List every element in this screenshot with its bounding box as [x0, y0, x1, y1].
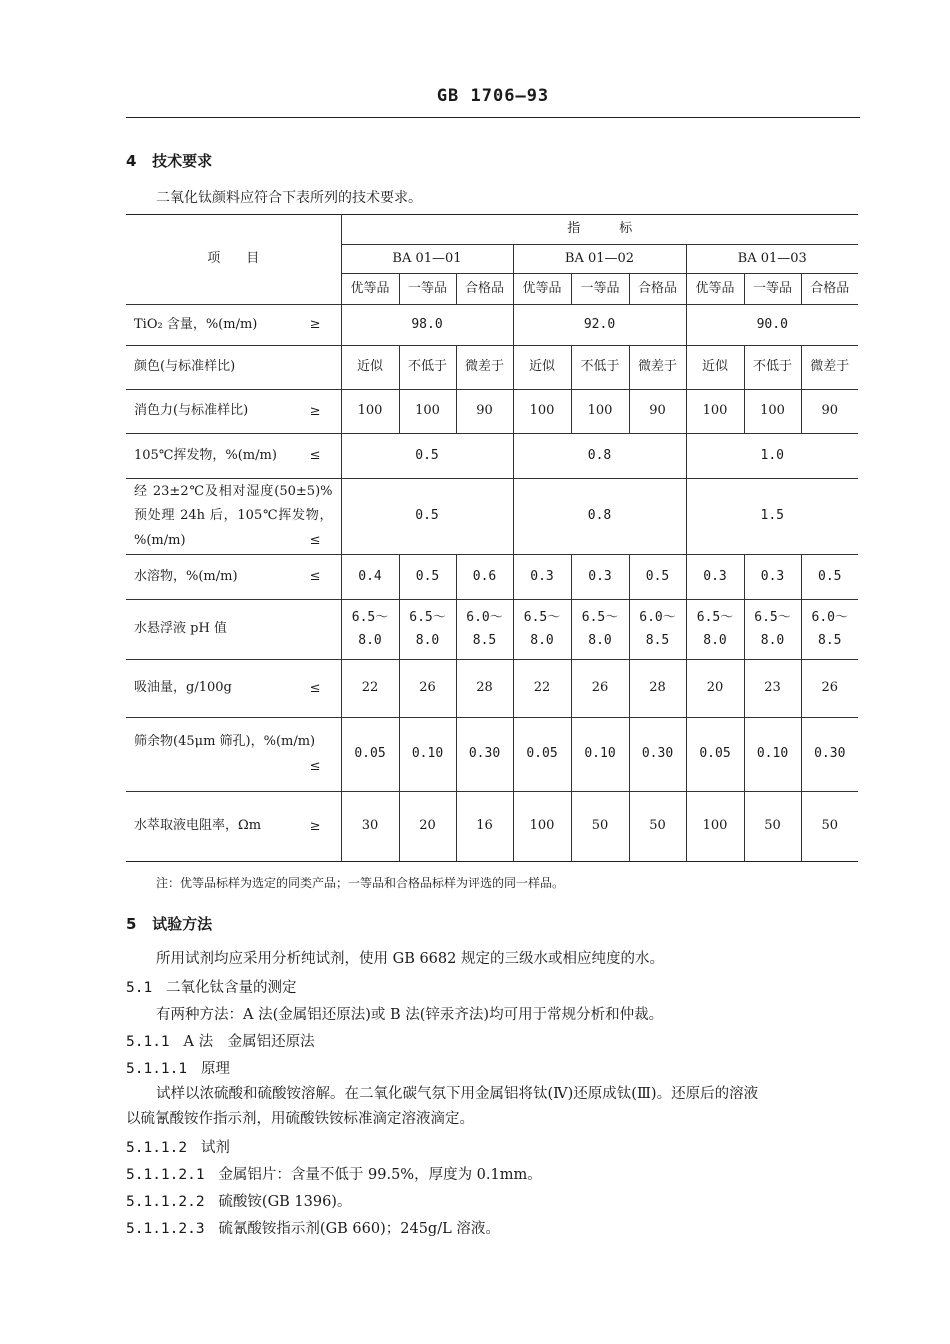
table-cell: 22	[341, 660, 399, 718]
group-header: BA 01—02	[513, 245, 686, 274]
table-cell: 6.5～8.0	[341, 600, 399, 660]
table-cell: 28	[629, 660, 686, 718]
table-cell: 微差于	[801, 346, 858, 390]
table-cell: 92.0	[513, 305, 686, 346]
row-label-text: 经 23±2℃及相对湿度(50±5)%预处理 24h 后，105℃挥发物，%(m/m)	[134, 484, 333, 548]
comparison-symbol: ≤	[309, 758, 321, 774]
table-row	[126, 479, 858, 555]
section-5-intro: 所用试剂均应采用分析纯试剂，使用 GB 6682 规定的三级水或相应纯度的水。	[156, 951, 664, 967]
table-cell: 0.10	[399, 718, 456, 792]
table-cell: 0.10	[571, 718, 629, 792]
table-cell: 6.0～8.5	[456, 600, 513, 660]
comparison-symbol: ≥	[309, 818, 321, 834]
section-4-number: 4	[126, 152, 137, 170]
row-label	[126, 390, 341, 434]
table-cell: 100	[513, 792, 571, 862]
table-cell: 50	[744, 792, 801, 862]
table-cell: 微差于	[629, 346, 686, 390]
comparison-symbol: ≤	[309, 568, 321, 584]
table-cell: 1.5	[686, 479, 858, 555]
clause-5-1-1	[126, 1030, 315, 1051]
table-cell: 100	[341, 390, 399, 434]
clause-title: 二氧化钛含量的测定	[166, 980, 297, 996]
row-label-text: 筛余物(45μm 筛孔)，%(m/m)	[134, 734, 316, 750]
table-cell: 98.0	[341, 305, 513, 346]
row-label-text: 水溶物，%(m/m)	[134, 568, 238, 584]
clause-title: A 法 金属铝还原法	[183, 1034, 315, 1050]
table-cell: 0.3	[513, 555, 571, 600]
table-cell: 0.5	[399, 555, 456, 600]
comparison-symbol: ≥	[309, 403, 321, 419]
table-cell: 30	[341, 792, 399, 862]
table-cell: 6.5～8.0	[686, 600, 744, 660]
grade-header: 优等品	[513, 274, 571, 305]
reagent-item	[126, 1163, 542, 1184]
grade-header: 一等品	[744, 274, 801, 305]
clause-number: 5.1	[126, 980, 153, 996]
table-cell: 22	[513, 660, 571, 718]
section-4-heading	[126, 150, 212, 171]
table-cell: 50	[629, 792, 686, 862]
row-label	[126, 600, 341, 660]
reagent-item	[126, 1217, 500, 1238]
section-5-heading	[126, 913, 212, 934]
table-cell: 0.8	[513, 479, 686, 555]
comparison-symbol: ≤	[309, 532, 321, 548]
clause-5-1	[126, 976, 297, 997]
table-row	[126, 390, 858, 434]
table-cell: 0.30	[629, 718, 686, 792]
table-cell: 100	[513, 390, 571, 434]
grade-header: 一等品	[571, 274, 629, 305]
table-cell: 90	[456, 390, 513, 434]
table-cell: 近似	[513, 346, 571, 390]
reagent-text: 金属铝片：含量不低于 99.5%，厚度为 0.1mm。	[218, 1167, 542, 1183]
row-label	[126, 718, 341, 792]
grade-header: 合格品	[629, 274, 686, 305]
table-cell: 0.5	[341, 434, 513, 479]
clause-title: 试剂	[200, 1140, 230, 1156]
section-5-number: 5	[126, 915, 137, 933]
grade-header: 合格品	[801, 274, 858, 305]
table-cell: 0.5	[341, 479, 513, 555]
table-cell: 0.10	[744, 718, 801, 792]
table-cell: 0.30	[801, 718, 858, 792]
table-cell: 1.0	[686, 434, 858, 479]
table-cell: 不低于	[744, 346, 801, 390]
item-header: 项 目	[126, 215, 341, 305]
table-cell: 0.8	[513, 434, 686, 479]
table-cell: 50	[801, 792, 858, 862]
grade-header: 优等品	[686, 274, 744, 305]
table-row	[126, 660, 858, 718]
comparison-symbol: ≤	[309, 680, 321, 696]
row-label	[126, 434, 341, 479]
table-cell: 26	[571, 660, 629, 718]
table-cell: 不低于	[399, 346, 456, 390]
section-4-intro: 二氧化钛颜料应符合下表所列的技术要求。	[156, 190, 422, 206]
table-cell: 6.5～8.0	[399, 600, 456, 660]
principle-line-2: 以硫氰酸铵作指示剂，用硫酸铁铵标准滴定溶液滴定。	[126, 1111, 474, 1127]
table-cell: 微差于	[456, 346, 513, 390]
table-cell: 0.3	[686, 555, 744, 600]
table-row	[126, 555, 858, 600]
clause-number: 5.1.1.2.2	[126, 1194, 205, 1210]
table-cell: 23	[744, 660, 801, 718]
clause-5-1-text: 有两种方法：A 法(金属铝还原法)或 B 法(锌汞齐法)均可用于常规分析和仲裁。	[156, 1007, 664, 1023]
group-header: BA 01—03	[686, 245, 858, 274]
table-cell: 0.4	[341, 555, 399, 600]
row-label	[126, 555, 341, 600]
table-cell: 0.5	[629, 555, 686, 600]
table-cell: 90.0	[686, 305, 858, 346]
reagent-text: 硫氰酸铵指示剂(GB 660)；245g/L 溶液。	[218, 1221, 500, 1237]
table-cell: 28	[456, 660, 513, 718]
table-cell: 近似	[341, 346, 399, 390]
table-cell: 16	[456, 792, 513, 862]
comparison-symbol: ≥	[309, 316, 321, 332]
table-row	[126, 718, 858, 792]
reagent-text: 硫酸铵(GB 1396)。	[218, 1194, 352, 1210]
grade-header: 优等品	[341, 274, 399, 305]
table-cell: 100	[686, 792, 744, 862]
comparison-symbol: ≤	[309, 447, 321, 463]
table-cell: 100	[686, 390, 744, 434]
table-row	[126, 792, 858, 862]
table-cell: 100	[571, 390, 629, 434]
table-cell: 90	[801, 390, 858, 434]
table-cell: 26	[801, 660, 858, 718]
section-5-title: 试验方法	[152, 915, 213, 933]
clause-number: 5.1.1.2	[126, 1140, 188, 1156]
technical-requirements-table	[126, 214, 858, 862]
header-rule	[126, 117, 860, 118]
table-cell: 100	[399, 390, 456, 434]
table-row	[126, 434, 858, 479]
table-cell: 0.3	[744, 555, 801, 600]
table-row	[126, 305, 858, 346]
table-cell: 0.30	[456, 718, 513, 792]
section-4-title: 技术要求	[152, 152, 213, 170]
reagent-item	[126, 1190, 351, 1211]
table-note: 注：优等品标样为选定的同类产品；一等品和合格品标样为评选的同一样品。	[156, 876, 565, 890]
clause-number: 5.1.1.1	[126, 1061, 188, 1077]
grade-header: 合格品	[456, 274, 513, 305]
table-cell: 不低于	[571, 346, 629, 390]
row-label-text: 消色力(与标准样比)	[134, 403, 249, 419]
clause-title: 原理	[200, 1061, 230, 1077]
table-row	[126, 600, 858, 660]
table-row	[126, 346, 858, 390]
row-label	[126, 305, 341, 346]
table-cell: 26	[399, 660, 456, 718]
clause-number: 5.1.1.2.1	[126, 1167, 205, 1183]
row-label	[126, 479, 341, 555]
table-cell: 0.6	[456, 555, 513, 600]
table-cell: 6.5～8.0	[513, 600, 571, 660]
grade-header: 一等品	[399, 274, 456, 305]
row-label	[126, 660, 341, 718]
table-cell: 100	[744, 390, 801, 434]
principle-line-1: 试样以浓硫酸和硫酸铵溶解。在二氧化碳气氛下用金属铝将钛(Ⅳ)还原成钛(Ⅲ)。还原后的溶液	[156, 1086, 759, 1102]
row-label-text: 颜色(与标准样比)	[134, 359, 236, 375]
clause-number: 5.1.1.2.3	[126, 1221, 205, 1237]
table-cell: 0.05	[686, 718, 744, 792]
row-label-text: 水萃取液电阻率，Ωm	[134, 818, 262, 834]
table-cell: 50	[571, 792, 629, 862]
index-header: 指 标	[341, 215, 858, 245]
table-cell: 近似	[686, 346, 744, 390]
table-cell: 0.3	[571, 555, 629, 600]
table-cell: 6.5～8.0	[571, 600, 629, 660]
group-header: BA 01—01	[341, 245, 513, 274]
clause-5-1-1-1	[126, 1057, 230, 1078]
table-cell: 0.05	[341, 718, 399, 792]
table-cell: 20	[686, 660, 744, 718]
table-cell: 0.5	[801, 555, 858, 600]
row-label-text: 吸油量，g/100g	[134, 680, 232, 696]
clause-5-1-1-2	[126, 1136, 230, 1157]
row-label	[126, 346, 341, 390]
table-cell: 0.05	[513, 718, 571, 792]
table-cell: 90	[629, 390, 686, 434]
standard-header: GB 1706—93	[436, 86, 550, 106]
table-cell: 6.0～8.5	[629, 600, 686, 660]
table-cell: 20	[399, 792, 456, 862]
table-cell: 6.5～8.0	[744, 600, 801, 660]
clause-number: 5.1.1	[126, 1034, 170, 1050]
table-cell: 6.0～8.5	[801, 600, 858, 660]
row-label-text: TiO₂ 含量，%(m/m)	[134, 316, 258, 332]
row-label-text: 105℃挥发物，%(m/m)	[134, 447, 277, 463]
row-label	[126, 792, 341, 862]
row-label-text: 水悬浮液 pH 值	[134, 621, 227, 637]
